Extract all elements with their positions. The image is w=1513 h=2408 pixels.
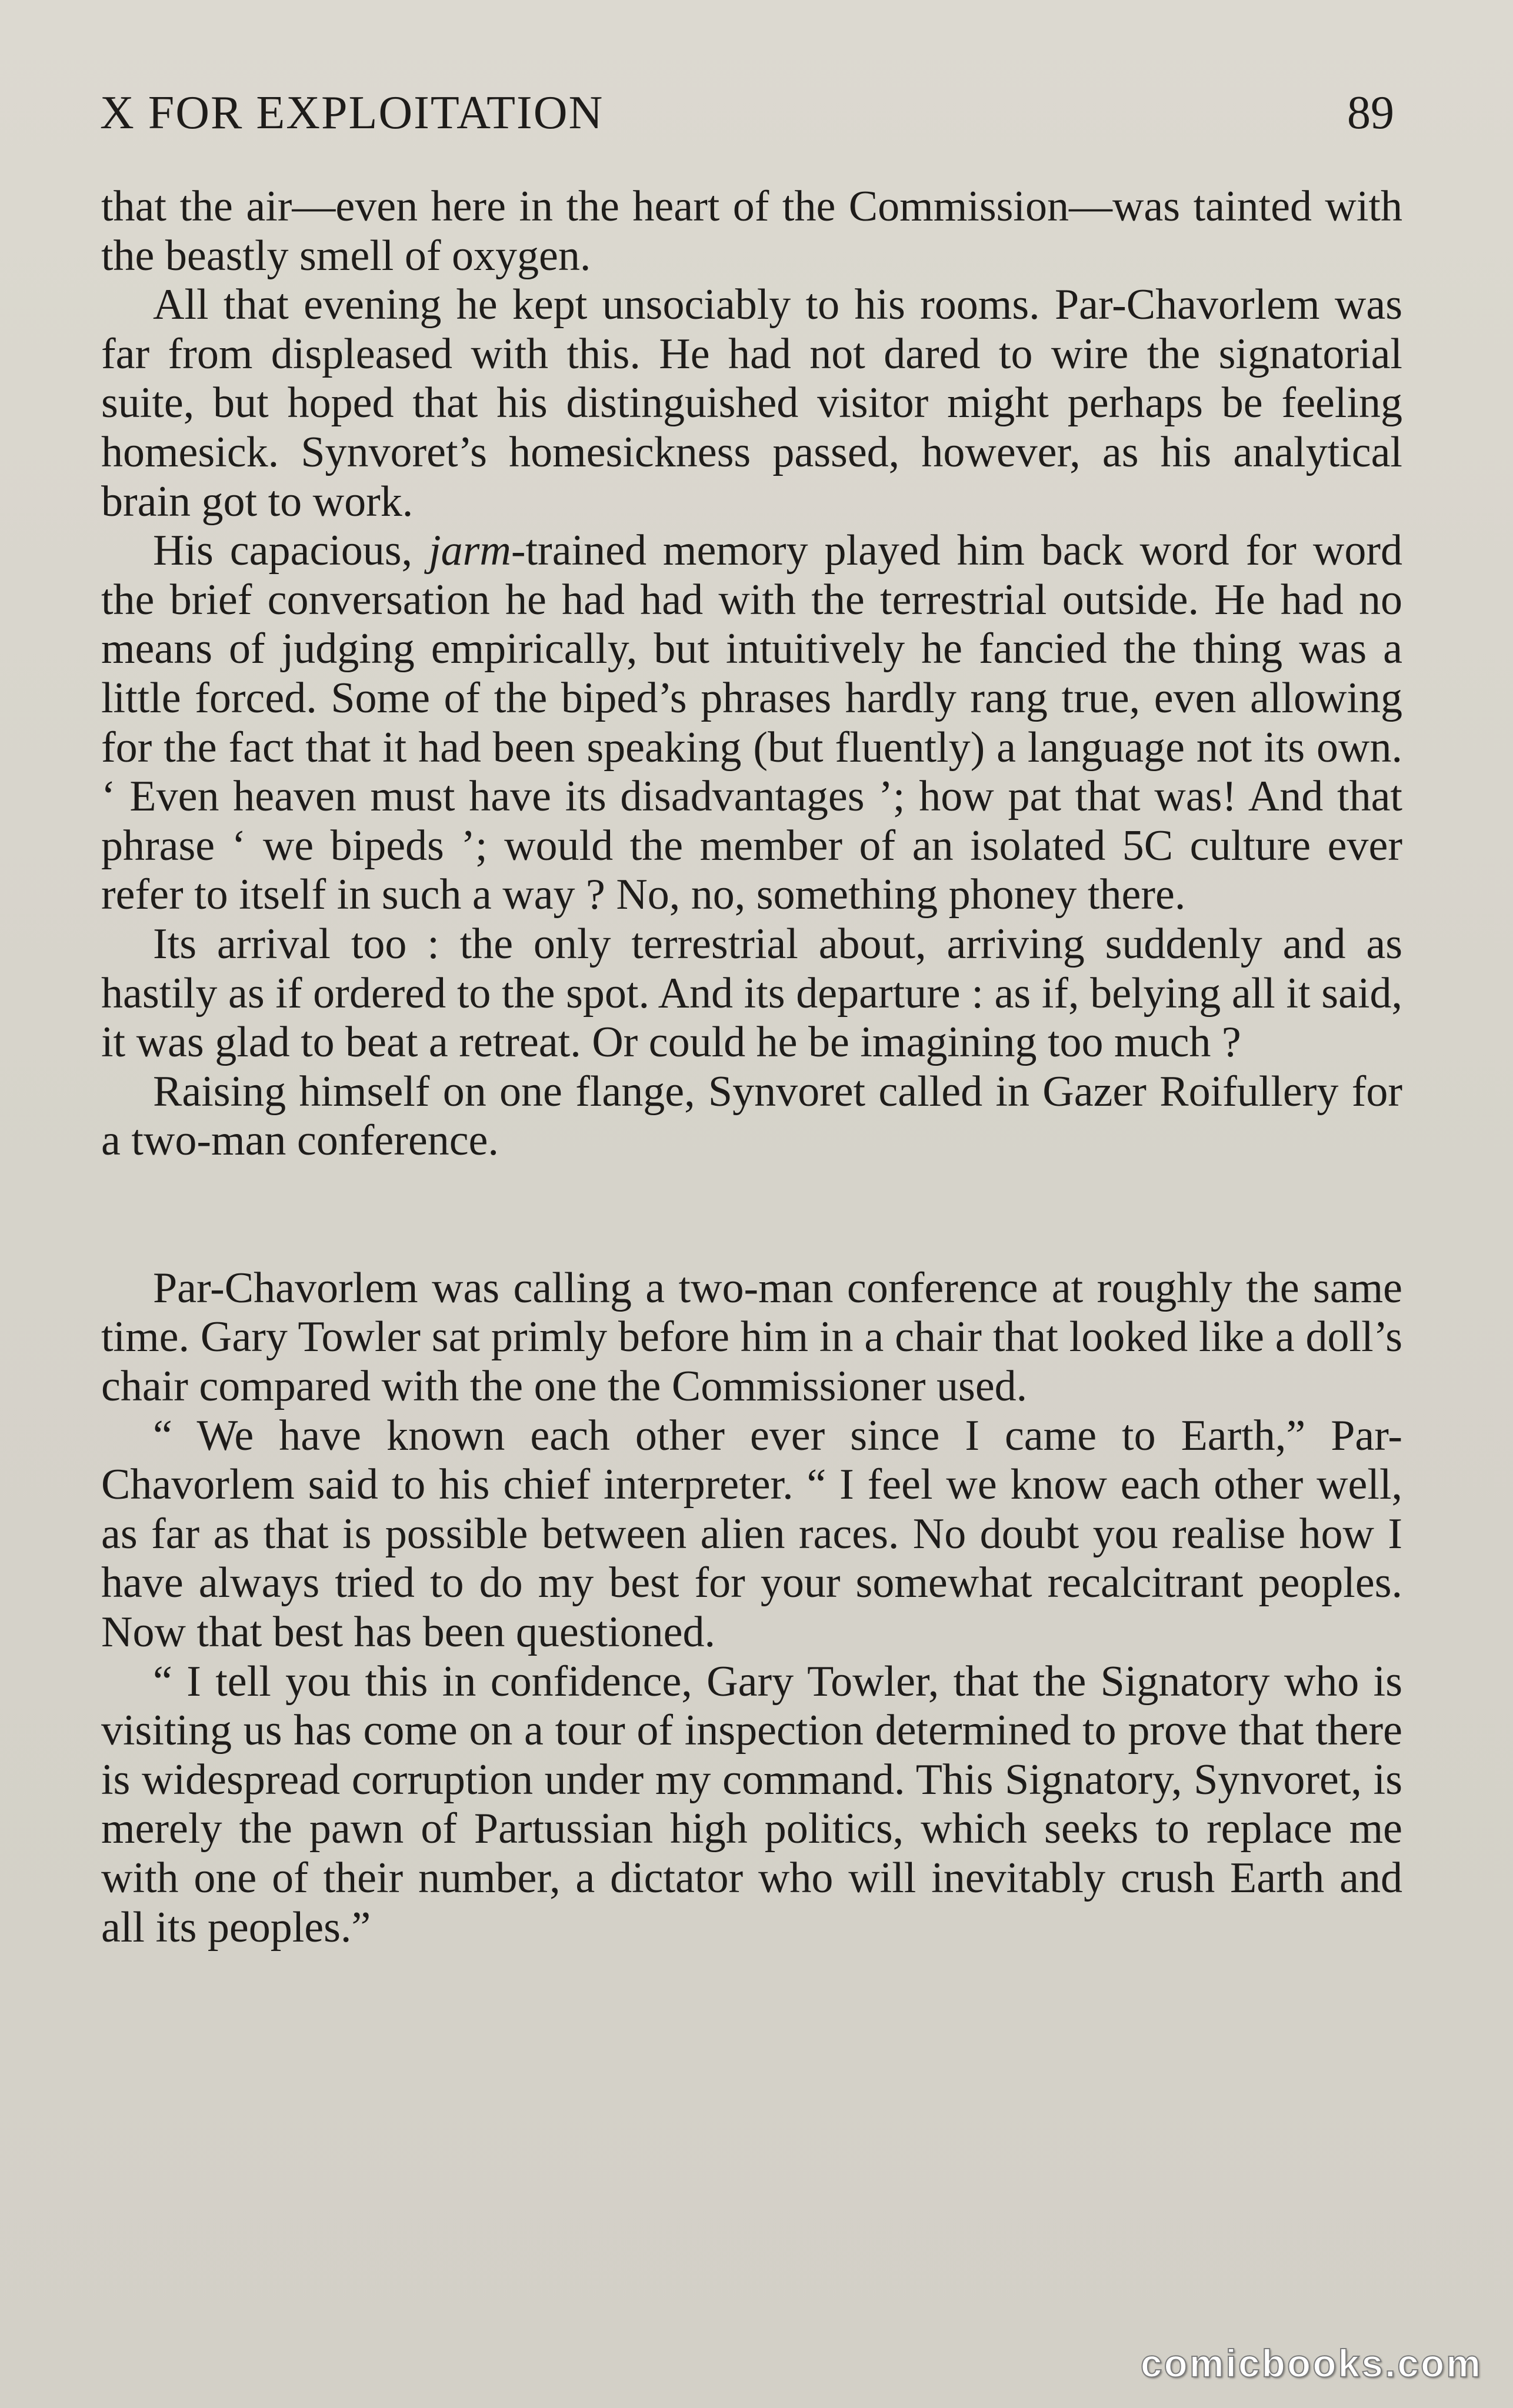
paragraph-memory-start: His capacious, <box>153 526 429 575</box>
paragraph-rooms: All that evening he kept unsociably to his rooms. Par-Chavorlem was far from displeased with this. He had not dared to wire the signatorial suite, but hoped that his distinguished visitor might perhaps be feeling homesick. Synvoret’s homesickness passed, however, as his analytical brain got to work. <box>101 281 1402 526</box>
paragraph-conference-call: Raising himself on one flange, Synvoret called in Gazer Roifullery for a two-man conference. <box>101 1067 1402 1165</box>
paragraph-continuation: that the air—even here in the heart of the Commission—was tainted with the beastly smell of oxygen. <box>101 182 1402 280</box>
body-text <box>101 182 1402 1952</box>
page-number: 89 <box>1347 87 1394 139</box>
page-header <box>100 85 1394 141</box>
running-head: X FOR EXPLOITATION <box>100 87 604 139</box>
paragraph-memory <box>101 526 1402 920</box>
paragraph-memory-rest: -trained memory played him back word for word the brief conversation he had had with the terrestrial outside. He had no means of judging empirically, but intuitively he fancied the thing was a little forced. Some of the biped’s phrases hardly rang true, even allowing for the fact that it had been speaking (but fluently) a language not its own. ‘ Even heaven must have its disadvantages ’; how pat that was! And that phrase ‘ we bipeds ’; would the member of an isolated 5C culture ever refer to itself in such a way ? No, no, something phoney there. <box>101 526 1402 919</box>
watermark-logo: comicbooks.com <box>1140 2342 1482 2385</box>
italic-word: jarm <box>429 526 511 575</box>
paragraph-two-man-conference: Par-Chavorlem was calling a two-man conference at roughly the same time. Gary Towler sat primly before him in a chair that looked like a doll’s chair compared with the one the Commissioner used. <box>101 1263 1402 1411</box>
paragraph-arrival: Its arrival too : the only terrestrial about, arriving suddenly and as hastily as if ordered to the spot. And its departure : as if, belying all it said, it was glad to beat a retreat. Or could he be imagining too much ? <box>101 919 1402 1067</box>
section-break <box>101 1166 1402 1264</box>
paragraph-dialogue-1: “ We have known each other ever since I came to Earth,” Par-Chavorlem said to his chief interpreter. “ I feel we know each other well, as far as that is possible between alien races. No doubt you realise how I have always tried to do my best for your somewhat recalcitrant peoples. Now that best has been questioned. <box>101 1411 1402 1657</box>
paragraph-dialogue-2: “ I tell you this in confidence, Gary Towler, that the Signatory who is visiting us has come on a tour of inspection determined to prove that there is widespread corruption under my command. This Signatory, Synvoret, is merely the pawn of Partussian high politics, which seeks to replace me with one of their number, a dictator who will inevitably crush Earth and all its peoples.” <box>101 1657 1402 1952</box>
